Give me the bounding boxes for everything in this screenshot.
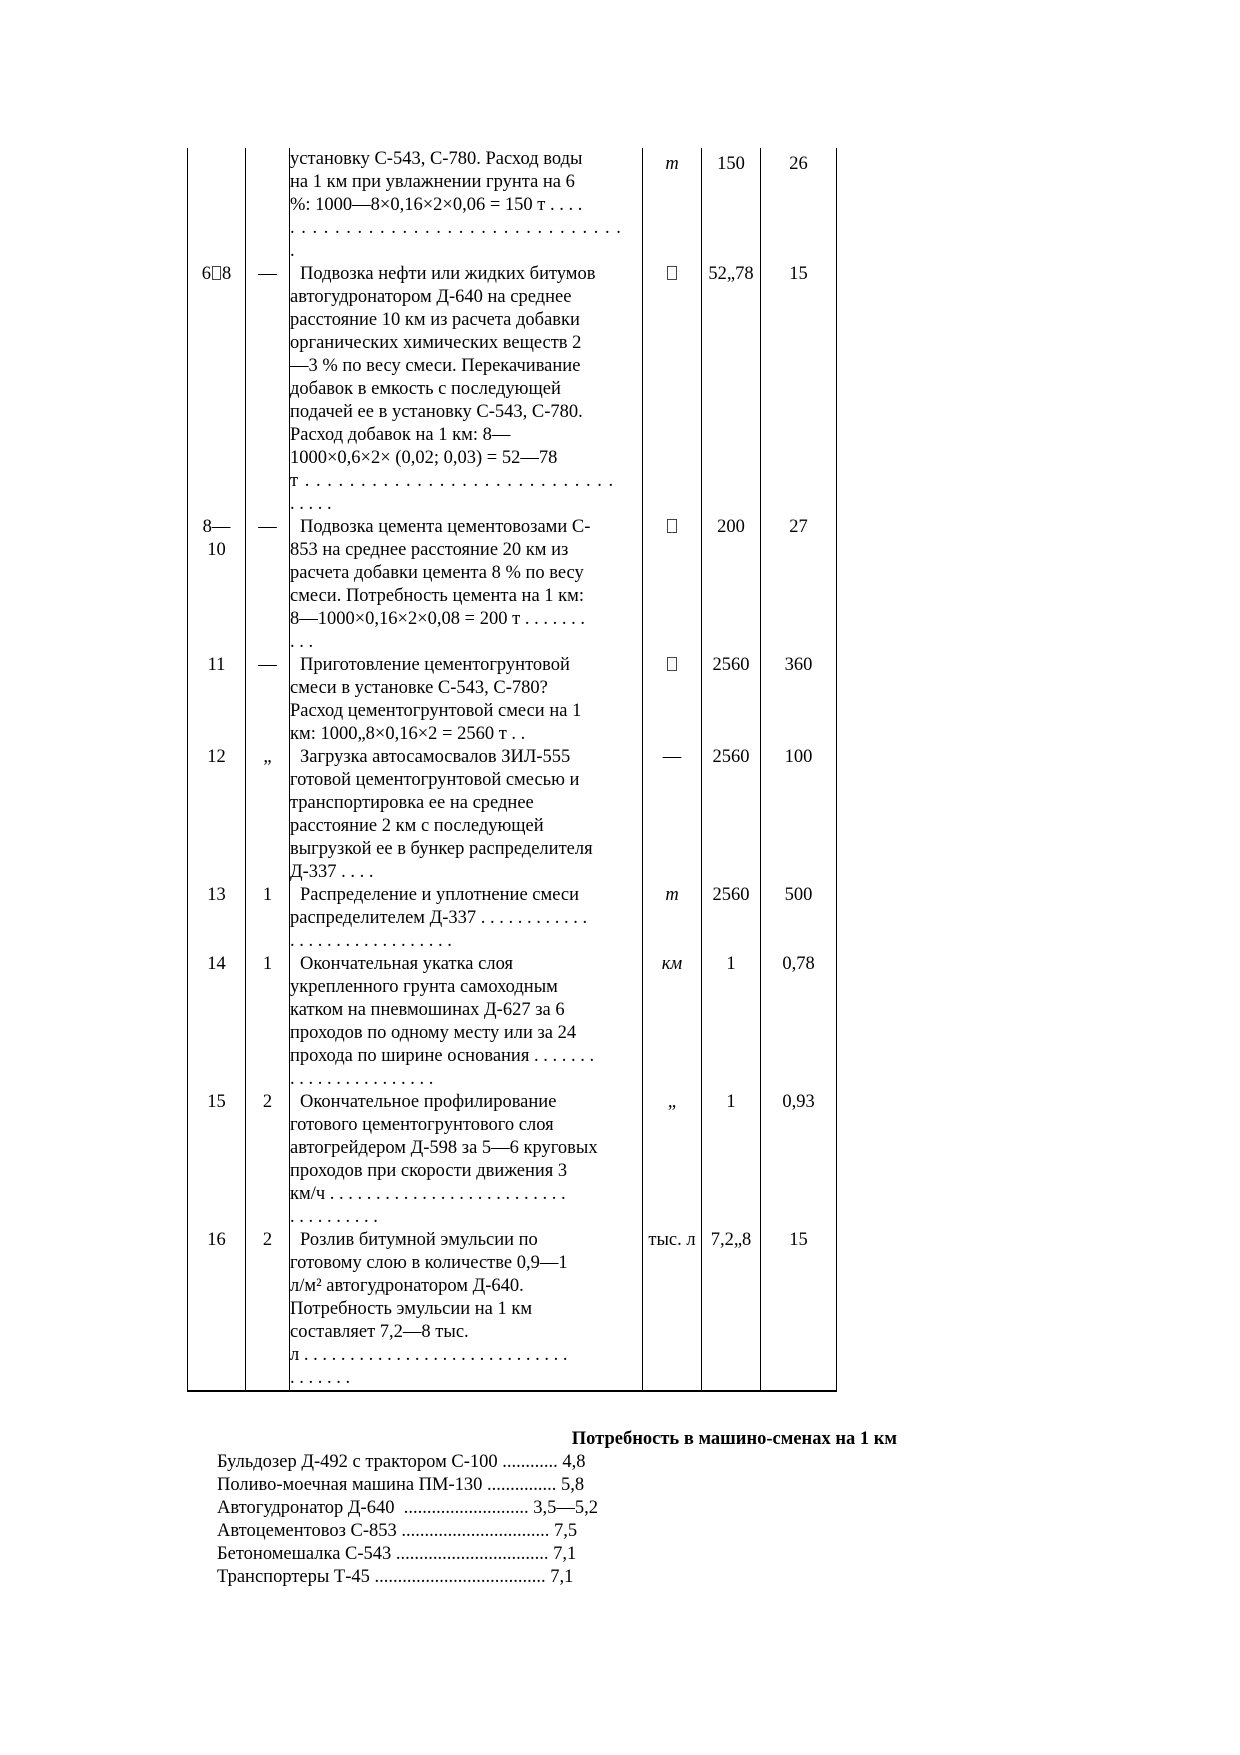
row-unit: км (643, 953, 702, 1091)
row-quantity: 1 (702, 953, 761, 1091)
desc-line: органических химических веществ 2 (290, 333, 582, 353)
desc-line: км/ч . . . . . . . . . . . . . . . . . . . . . . . . . . (290, 1184, 566, 1204)
row-description (290, 1091, 643, 1229)
desc-line: составляет 7,2—8 тыс. (290, 1322, 469, 1342)
desc-line: Подвозка нефти или жидких битумов (300, 264, 596, 284)
desc-line: на 1 км при увлажнении грунта на 6 (290, 172, 575, 192)
desc-line: . . . (290, 632, 314, 652)
desc-line: 853 на среднее расстояние 20 км из (290, 540, 569, 560)
row-output: 100 (761, 746, 837, 884)
row-unit: тыс. л (643, 1229, 702, 1391)
row-output: 27 (761, 516, 837, 654)
desc-line: —3 % по весу смеси. Перекачивание (290, 356, 581, 376)
desc-line: проходов при скорости движения 3 (290, 1161, 568, 1181)
row-category: 1 (246, 884, 290, 953)
desc-line: Расход цементогрунтовой смеси на 1 (290, 701, 582, 721)
desc-line: распределителем Д-337 . . . . . . . . . . . . (290, 908, 588, 928)
summary-line: Автогудронатор Д-640 ........................... 3,5—5,2 (217, 1498, 598, 1518)
summary-line: Транспортеры Т-45 ..................................... 7,1 (217, 1567, 574, 1587)
desc-line: катком на пневмошинах Д-627 за 6 (290, 1000, 565, 1020)
desc-line: выгрузкой ее в бункер распределителя (290, 839, 593, 859)
table-row (188, 263, 837, 516)
desc-line: автогудронатором Д-640 на среднее (290, 287, 572, 307)
row-unit: „ (643, 1091, 702, 1229)
desc-line: Розлив битумной эмульсии по (300, 1230, 538, 1250)
row-number: 16 (188, 1229, 246, 1391)
desc-line: 8—1000×0,16×2×0,08 = 200 т . . . . . . . (290, 609, 585, 629)
row-unit: т (643, 148, 702, 263)
row-quantity: 200 (702, 516, 761, 654)
row-quantity: 2560 (702, 746, 761, 884)
row-unit (643, 516, 702, 654)
row-unit (643, 654, 702, 746)
desc-line: добавок в емкость с последующей (290, 379, 561, 399)
desc-line: укрепленного грунта самоходным (290, 977, 558, 997)
row-output: 500 (761, 884, 837, 953)
row-unit (643, 263, 702, 516)
work-operations-table (187, 148, 837, 1392)
summary-line: Бульдозер Д-492 с трактором С-100 ............ 4,8 (217, 1452, 586, 1472)
row-description (290, 148, 643, 263)
desc-line: л . . . . . . . . . . . . . . . . . . . . . . . . . . . . . (290, 1345, 568, 1365)
row-quantity: 2560 (702, 884, 761, 953)
table-row (188, 654, 837, 746)
row-quantity: 7,2„8 (702, 1229, 761, 1391)
row-description (290, 1229, 643, 1391)
row-number (188, 148, 246, 263)
row-unit: т (643, 884, 702, 953)
desc-line: Подвозка цемента цементовозами С- (300, 517, 591, 537)
desc-line: смеси в установке С-543, С-780? (290, 678, 548, 698)
desc-line: установку С-543, С-780. Расход воды (290, 149, 583, 169)
desc-line: т . . . . . . . . . . . . . . . . . . . . . . . . . . . . (290, 471, 615, 491)
row-description (290, 516, 643, 654)
table-row (188, 1229, 837, 1391)
row-category: „ (246, 746, 290, 884)
missing-glyph-icon (667, 519, 677, 533)
row-quantity: 52„78 (702, 263, 761, 516)
desc-line: Приготовление цементогрунтовой (300, 655, 570, 675)
desc-line: Окончательная укатка слоя (300, 954, 513, 974)
row-number: 15 (188, 1091, 246, 1229)
desc-line: расстояние 10 км из расчета добавки (290, 310, 580, 330)
summary-title: Потребность в машино-сменах на 1 км (571, 1429, 897, 1449)
row-number: 12 (188, 746, 246, 884)
desc-line: Д-337 . . . . (290, 862, 374, 882)
desc-line: готового цементогрунтового слоя (290, 1115, 554, 1135)
row-number: 8— 10 (188, 516, 246, 654)
table-row (188, 884, 837, 953)
table-row (188, 1091, 837, 1229)
desc-line: расстояние 2 км с последующей (290, 816, 544, 836)
summary-line: Бетономешалка С-543 ................................. 7,1 (217, 1544, 577, 1564)
row-output: 26 (761, 148, 837, 263)
desc-line: . (290, 241, 295, 261)
row-category: — (246, 263, 290, 516)
desc-line: транспортировка ее на среднее (290, 793, 534, 813)
missing-glyph-icon (667, 657, 677, 671)
row-number: 6 8 (188, 263, 246, 516)
row-output: 15 (761, 1229, 837, 1391)
row-number: 14 (188, 953, 246, 1091)
desc-line: . . . . . . . . . . . . . . . . (290, 1069, 434, 1089)
row-number: 13 (188, 884, 246, 953)
row-number: 11 (188, 654, 246, 746)
desc-line: проходов по одному месту или за 24 (290, 1023, 577, 1043)
desc-line: автогрейдером Д-598 за 5—6 круговых (290, 1138, 598, 1158)
machine-shifts-summary (217, 1428, 897, 1589)
desc-line: Потребность эмульсии на 1 км (290, 1299, 533, 1319)
summary-line: Поливо-моечная машина ПМ-130 ............... 5,8 (217, 1475, 585, 1495)
desc-line: Расход добавок на 1 км: 8— (290, 425, 511, 445)
desc-line: л/м² автогудронатором Д-640. (290, 1276, 524, 1296)
desc-line: . . . . . (290, 494, 332, 514)
desc-line: готовому слою в количестве 0,9—1 (290, 1253, 568, 1273)
row-category: — (246, 516, 290, 654)
desc-line: %: 1000—8×0,16×2×0,06 = 150 т . . . . (290, 195, 583, 215)
desc-line: Распределение и уплотнение смеси (300, 885, 579, 905)
desc-line: . . . . . . . . . . . . . . . . . . . . . . . . . . . . . . (290, 218, 622, 238)
desc-line: . . . . . . . . . . (290, 1207, 378, 1227)
row-category (246, 148, 290, 263)
desc-line: . . . . . . . (290, 1368, 351, 1388)
missing-glyph-icon (212, 266, 221, 280)
row-category: 1 (246, 953, 290, 1091)
row-category: — (246, 654, 290, 746)
table-row (188, 746, 837, 884)
desc-line: расчета добавки цемента 8 % по весу (290, 563, 584, 583)
row-category: 2 (246, 1091, 290, 1229)
row-description (290, 654, 643, 746)
desc-line: 1000×0,6×2× (0,02; 0,03) = 52—78 (290, 448, 558, 468)
table-row (188, 516, 837, 654)
desc-line: км: 1000„8×0,16×2 = 2560 т . . (290, 724, 526, 744)
row-quantity: 150 (702, 148, 761, 263)
row-quantity: 2560 (702, 654, 761, 746)
row-description (290, 884, 643, 953)
desc-line: Загрузка автосамосвалов ЗИЛ-555 (300, 747, 571, 767)
desc-line: . . . . . . . . . . . . . . . . . . (290, 931, 452, 951)
row-output: 360 (761, 654, 837, 746)
row-description (290, 746, 643, 884)
missing-glyph-icon (667, 266, 677, 280)
desc-line: подачей ее в установку С-543, С-780. (290, 402, 583, 422)
row-description (290, 953, 643, 1091)
desc-line: готовой цементогрунтовой смесью и (290, 770, 580, 790)
row-quantity: 1 (702, 1091, 761, 1229)
row-description (290, 263, 643, 516)
table-row (188, 148, 837, 263)
desc-line: Окончательное профилирование (300, 1092, 557, 1112)
table-row (188, 953, 837, 1091)
row-output: 15 (761, 263, 837, 516)
row-output: 0,78 (761, 953, 837, 1091)
summary-line: Автоцементовоз С-853 ................................ 7,5 (217, 1521, 578, 1541)
row-category: 2 (246, 1229, 290, 1391)
row-output: 0,93 (761, 1091, 837, 1229)
desc-line: смеси. Потребность цемента на 1 км: (290, 586, 584, 606)
desc-line: прохода по ширине основания . . . . . . . (290, 1046, 595, 1066)
row-unit: — (643, 746, 702, 884)
